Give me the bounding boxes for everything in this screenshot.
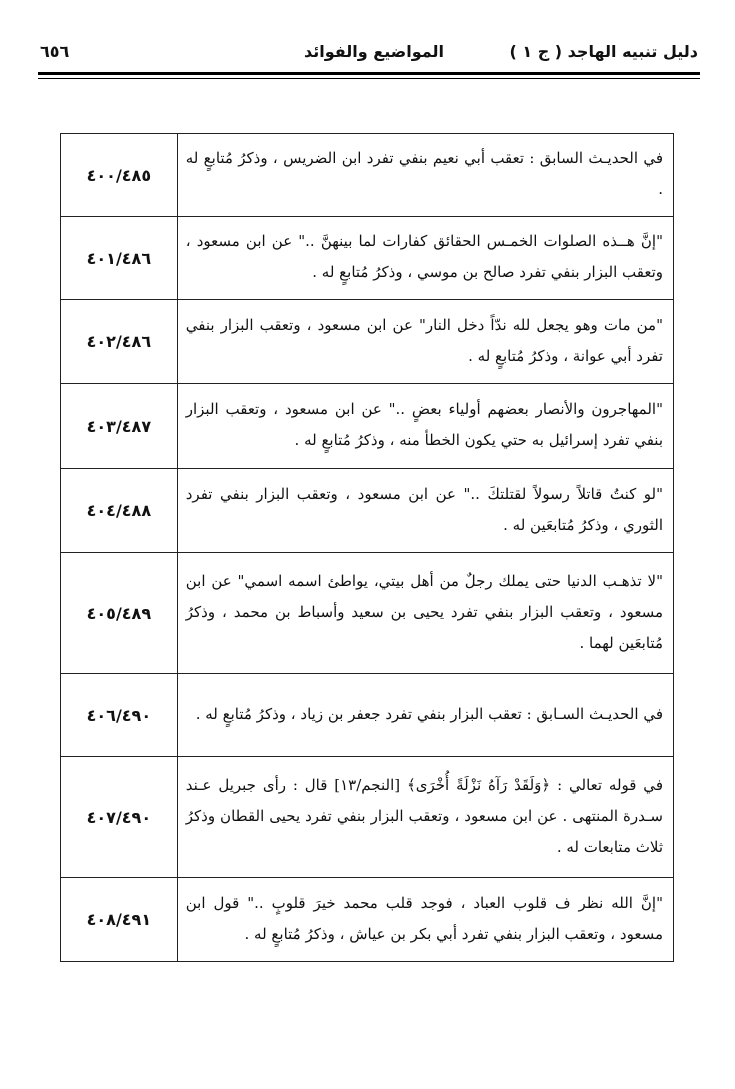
table-row (61, 878, 674, 962)
entry-description: في قوله تعالي : ﴿وَلَقَدْ رَآهُ نَزْلَةً أُخْرَى﴾ [النجم/١٣] قال : رأى جبريل عـند سـدرة المنتهى . عن ابن مسعود ، وتعقب البزار بنفي تفرد يحيى القطان وذكرُ ثلاث متابعات له . (177, 757, 673, 878)
table-row (61, 757, 674, 878)
table-row (61, 300, 674, 384)
entry-description: "لو كنتُ قاتلاً رسولاً لقتلتكَ .." عن ابن مسعود ، وتعقب البزار بنفي تفرد الثوري ، وذكرُ مُتابعَين له . (177, 469, 673, 553)
table-row (61, 217, 674, 300)
entry-reference: ٤٠٧/٤٩٠ (61, 757, 178, 878)
page-header (40, 36, 698, 70)
entry-reference: ٤٠٤/٤٨٨ (61, 469, 178, 553)
table-row (61, 553, 674, 674)
table-row (61, 134, 674, 217)
table-row (61, 384, 674, 469)
entry-description: في الحديـث السابق : تعقب أبي نعيم بنفي تفرد ابن الضريس ، وذكرُ مُتابعٍ له . (177, 134, 673, 217)
chapter-title: المواضيع والفوائد (304, 42, 444, 61)
entry-reference: ٤٠٦/٤٩٠ (61, 674, 178, 757)
entry-reference: ٤٠٢/٤٨٦ (61, 300, 178, 384)
entry-description: "لا تذهـب الدنيا حتى يملك رجلٌ من أهل بيتي، يواطئ اسمه اسمي" عن ابن مسعود ، وتعقب البزار بنفي تفرد يحيى بن سعيد وأسباط بن محمد ، وذكرُ مُتابعَين لهما . (177, 553, 673, 674)
book-title: دليل تنبيه الهاجد ( ج ١ ) (509, 42, 698, 61)
entry-description: "إنَّ الله نظر ف قلوب العباد ، فوجد قلب محمد خيرَ قلوبٍ .." قول ابن مسعود ، وتعقب البزار بنفي تفرد أبي بكر بن عياش ، وذكرُ مُتابعٍ له . (177, 878, 673, 962)
entry-reference: ٤٠٥/٤٨٩ (61, 553, 178, 674)
entry-reference: ٤٠١/٤٨٦ (61, 217, 178, 300)
entry-description: في الحديـث السـابق : تعقب البزار بنفي تفرد جعفر بن زياد ، وذكرُ مُتابعٍ له . (177, 674, 673, 757)
entry-description: "المهاجرون والأنصار بعضهم أولياء بعضٍ .." عن ابن مسعود ، وتعقب البزار بنفي تفرد إسرائيل به حتي يكون الخطأ منه ، وذكرُ مُتابعٍ له . (177, 384, 673, 469)
entry-reference: ٤٠٨/٤٩١ (61, 878, 178, 962)
entry-description: "من مات وهو يجعل لله ندّاً دخل النار" عن ابن مسعود ، وتعقب البزار بنفي تفرد أبي عوانة ، وذكرُ مُتابعٍ له . (177, 300, 673, 384)
table-row (61, 674, 674, 757)
index-table (60, 133, 674, 962)
page-number: ٦٥٦ (40, 42, 70, 61)
header-rule-thin (38, 78, 700, 79)
entry-description: "إنَّ هــذه الصلوات الخمـس الحقائق كفارات لما بينهنَّ .." عن ابن مسعود ، وتعقب البزار بنفي تفرد صالح بن موسي ، وذكرُ مُتابعٍ له . (177, 217, 673, 300)
entry-reference: ٤٠٣/٤٨٧ (61, 384, 178, 469)
entry-reference: ٤٠٠/٤٨٥ (61, 134, 178, 217)
header-rule-thick (38, 72, 700, 75)
table-row (61, 469, 674, 553)
